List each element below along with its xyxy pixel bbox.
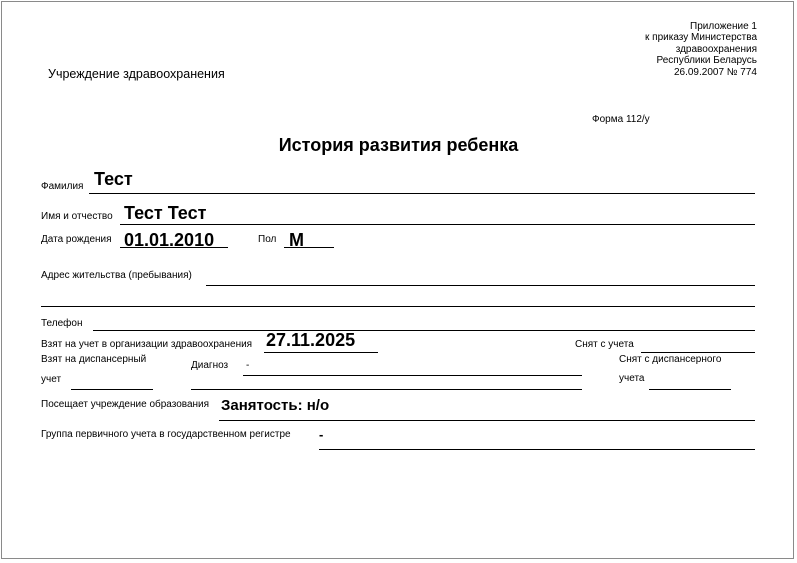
diagnosis-underline-2 (191, 389, 582, 390)
diagnosis-underline (243, 375, 582, 376)
birth-date-label: Дата рождения (41, 234, 112, 245)
diagnosis-label: Диагноз (191, 360, 229, 371)
sex-underline (284, 247, 334, 248)
name-label: Имя и отчество (41, 211, 113, 222)
sex-label: Пол (258, 234, 277, 245)
address-underline-2 (41, 306, 755, 307)
dispensary-removed-underline (649, 389, 731, 390)
registry-underline (319, 449, 755, 450)
sex-value: М (289, 230, 304, 250)
education-label: Посещает учреждение образования (41, 399, 210, 410)
registry-label: Группа первичного учета в государственном регистре (41, 429, 291, 440)
dispensary-label-2: учет (41, 374, 62, 385)
phone-underline (93, 330, 755, 331)
phone-label: Телефон (41, 318, 83, 329)
dispensary-underline (71, 389, 153, 390)
deregistered-label: Снят с учета (575, 339, 634, 350)
document-title: История развития ребенка (278, 135, 519, 155)
appendix-line: к приказу Министерства (645, 32, 757, 44)
surname-label: Фамилия (41, 181, 84, 192)
appendix-line: Приложение 1 (690, 21, 757, 32)
name-value: Тест Тест (124, 203, 207, 223)
form-number: Форма 112/у (592, 114, 650, 125)
deregistered-underline (641, 352, 755, 353)
diagnosis-value: - (246, 360, 250, 371)
registered-underline (264, 352, 378, 353)
appendix-line: Республики Беларусь (656, 55, 757, 67)
address-label: Адрес жительства (пребывания) (41, 270, 192, 281)
dispensary-removed-label: Снят с диспансерного (619, 354, 722, 365)
birth-date-underline (120, 247, 228, 248)
education-value: Занятость: н/о (221, 397, 330, 414)
registered-value: 27.11.2025 (266, 330, 356, 350)
surname-value: Тест (94, 169, 133, 189)
education-underline (219, 420, 755, 421)
surname-underline (89, 193, 755, 194)
address-underline (206, 285, 755, 286)
registered-label: Взят на учет в организации здравоохранения (41, 339, 253, 350)
appendix-line: 26.09.2007 № 774 (673, 66, 757, 78)
birth-date-value: 01.01.2010 (124, 230, 215, 250)
registry-value: - (319, 427, 324, 442)
name-underline (120, 224, 755, 225)
dispensary-removed-label-2: учета (619, 373, 645, 384)
appendix-line: здравоохранения (675, 43, 757, 55)
institution-label: Учреждение здравоохранения (48, 67, 225, 81)
appendix-block (645, 21, 757, 78)
dispensary-label: Взят на диспансерный (41, 354, 147, 365)
